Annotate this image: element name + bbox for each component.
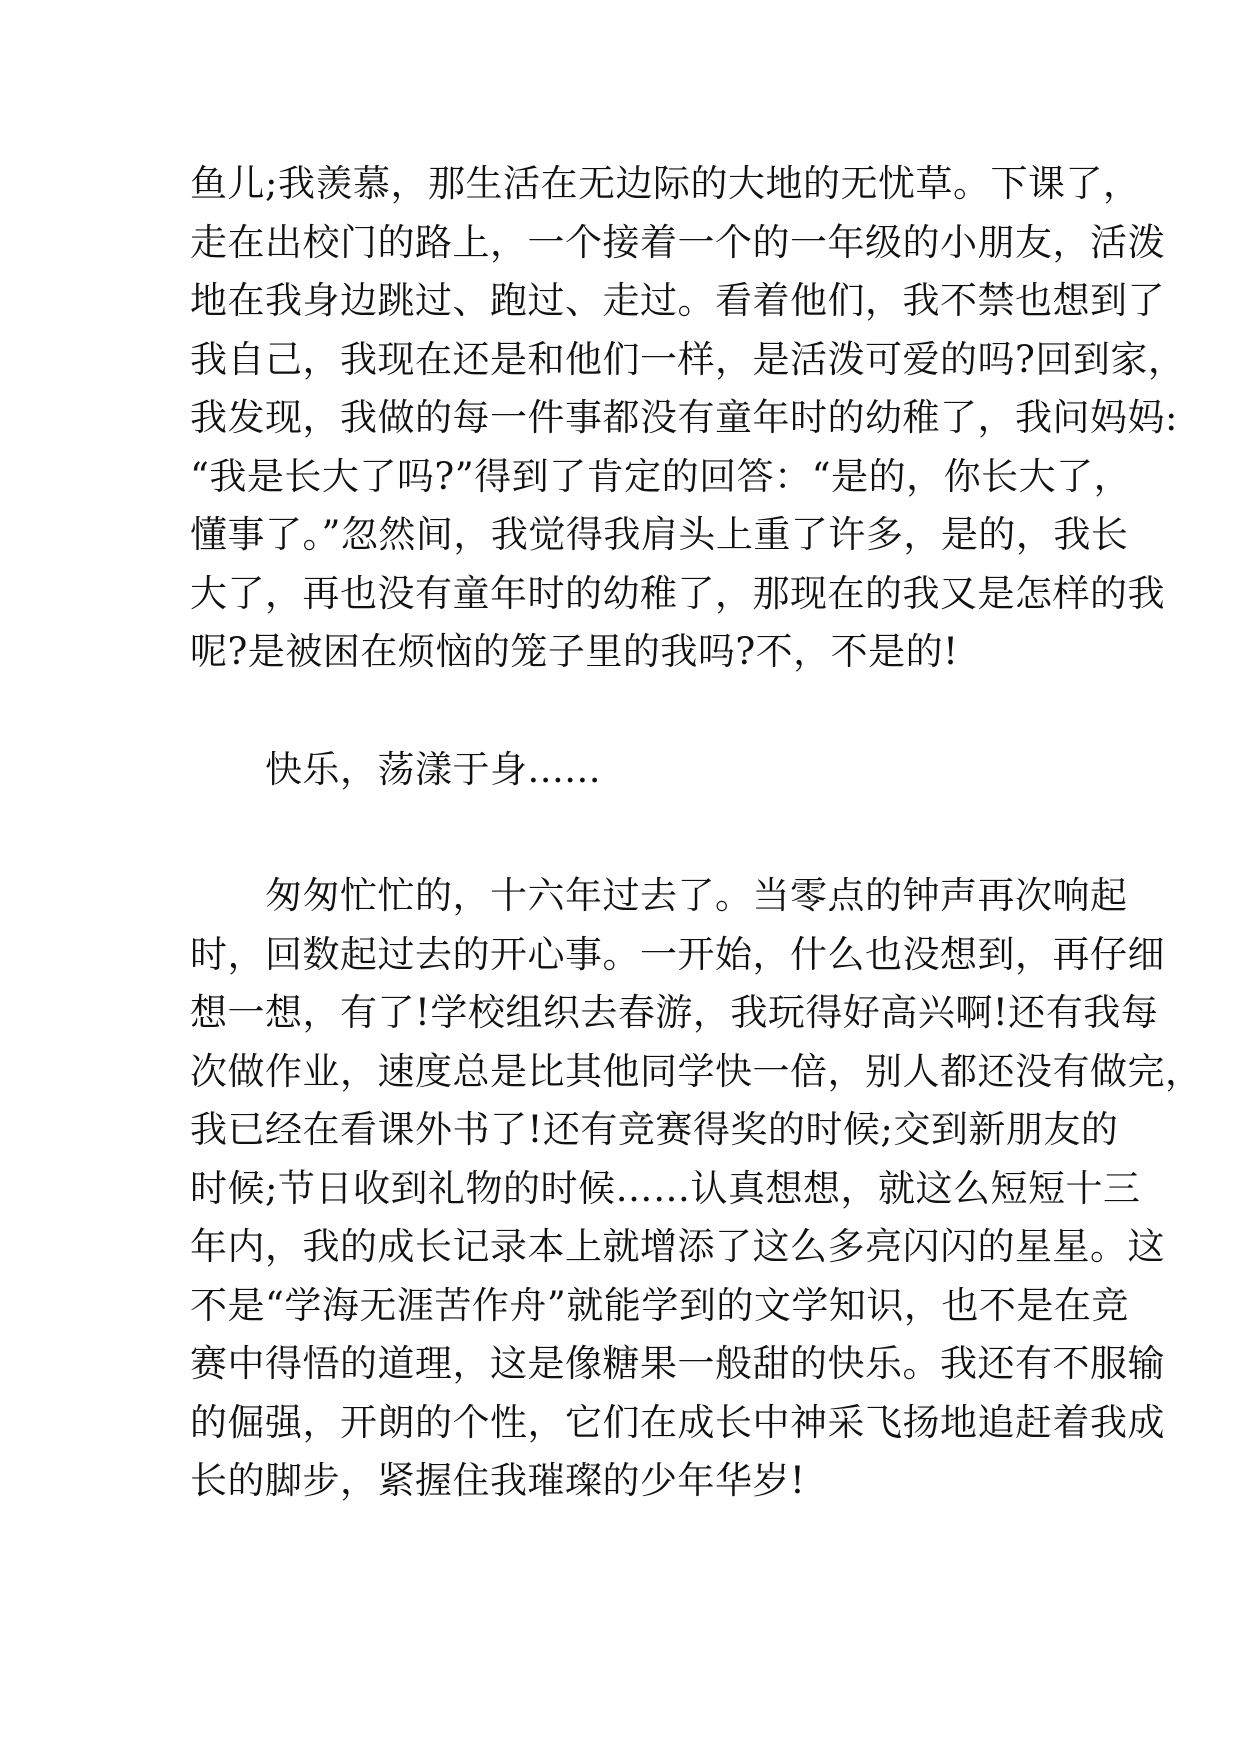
paragraph-line: 走在出校门的路上，一个接着一个的一年级的小朋友，活泼: [190, 220, 1165, 264]
paragraph-line: 时候;节日收到礼物的时候……认真想想，就这么短短十三: [190, 1166, 1141, 1210]
section-heading: [190, 741, 1070, 800]
paragraph-line: 赛中得悟的道理，这是像糖果一般甜的快乐。我还有不服输: [190, 1342, 1165, 1385]
paragraph-line: 想一想，有了!学校组织去春游，我玩得好高兴啊!还有我每: [190, 991, 1159, 1034]
paragraph-line: 懂事了。”忽然间，我觉得我肩头上重了许多，是的，我长: [190, 513, 1129, 556]
paragraph-line: 时，回数起过去的开心事。一开始，什么也没想到，再仔细: [190, 932, 1165, 976]
paragraph-line: 大了，再也没有童年时的幼稚了，那现在的我又是怎样的我: [190, 571, 1165, 615]
paragraph-2: [190, 867, 1203, 1511]
heading-line: 快乐，荡漾于身......: [190, 748, 602, 791]
paragraph-line: 不是“学海无涯苦作舟”就能学到的文学知识，也不是在竞: [190, 1283, 1129, 1327]
paragraph-line: 鱼儿;我羡慕，那生活在无边际的大地的无忧草。下课了，: [190, 162, 1141, 205]
paragraph-line: 匆匆忙忙的，十六年过去了。当零点的钟声再次响起: [190, 874, 1128, 917]
paragraph-line: 我已经在看课外书了!还有竞赛得奖的时候;交到新朋友的: [190, 1108, 1119, 1151]
paragraph-line: 我自己，我现在还是和他们一样，是活泼可爱的吗?回到家，: [190, 337, 1186, 381]
paragraph-line: 呢?是被困在烦恼的笼子里的我吗?不，不是的!: [190, 630, 959, 673]
paragraph-line: 我发现，我做的每一件事都没有童年时的幼稚了，我问妈妈:: [190, 396, 1178, 439]
paragraph-line: 次做作业，速度总是比其他同学快一倍，别人都还没有做完，: [190, 1049, 1203, 1093]
paragraph-1: [190, 155, 1186, 682]
paragraph-line: 年内，我的成长记录本上就增添了这么多亮闪闪的星星。这: [190, 1225, 1165, 1268]
paragraph-line: 地在我身边跳过、跑过、走过。看着他们，我不禁也想到了: [190, 279, 1165, 322]
paragraph-line: 长的脚步，紧握住我璀璨的少年华岁!: [190, 1459, 806, 1502]
paragraph-line: 的倔强，开朗的个性，它们在成长中神采飞扬地追赶着我成: [190, 1400, 1165, 1444]
paragraph-line: “我是长大了吗?”得到了肯定的回答：“是的，你长大了，: [190, 454, 1132, 498]
